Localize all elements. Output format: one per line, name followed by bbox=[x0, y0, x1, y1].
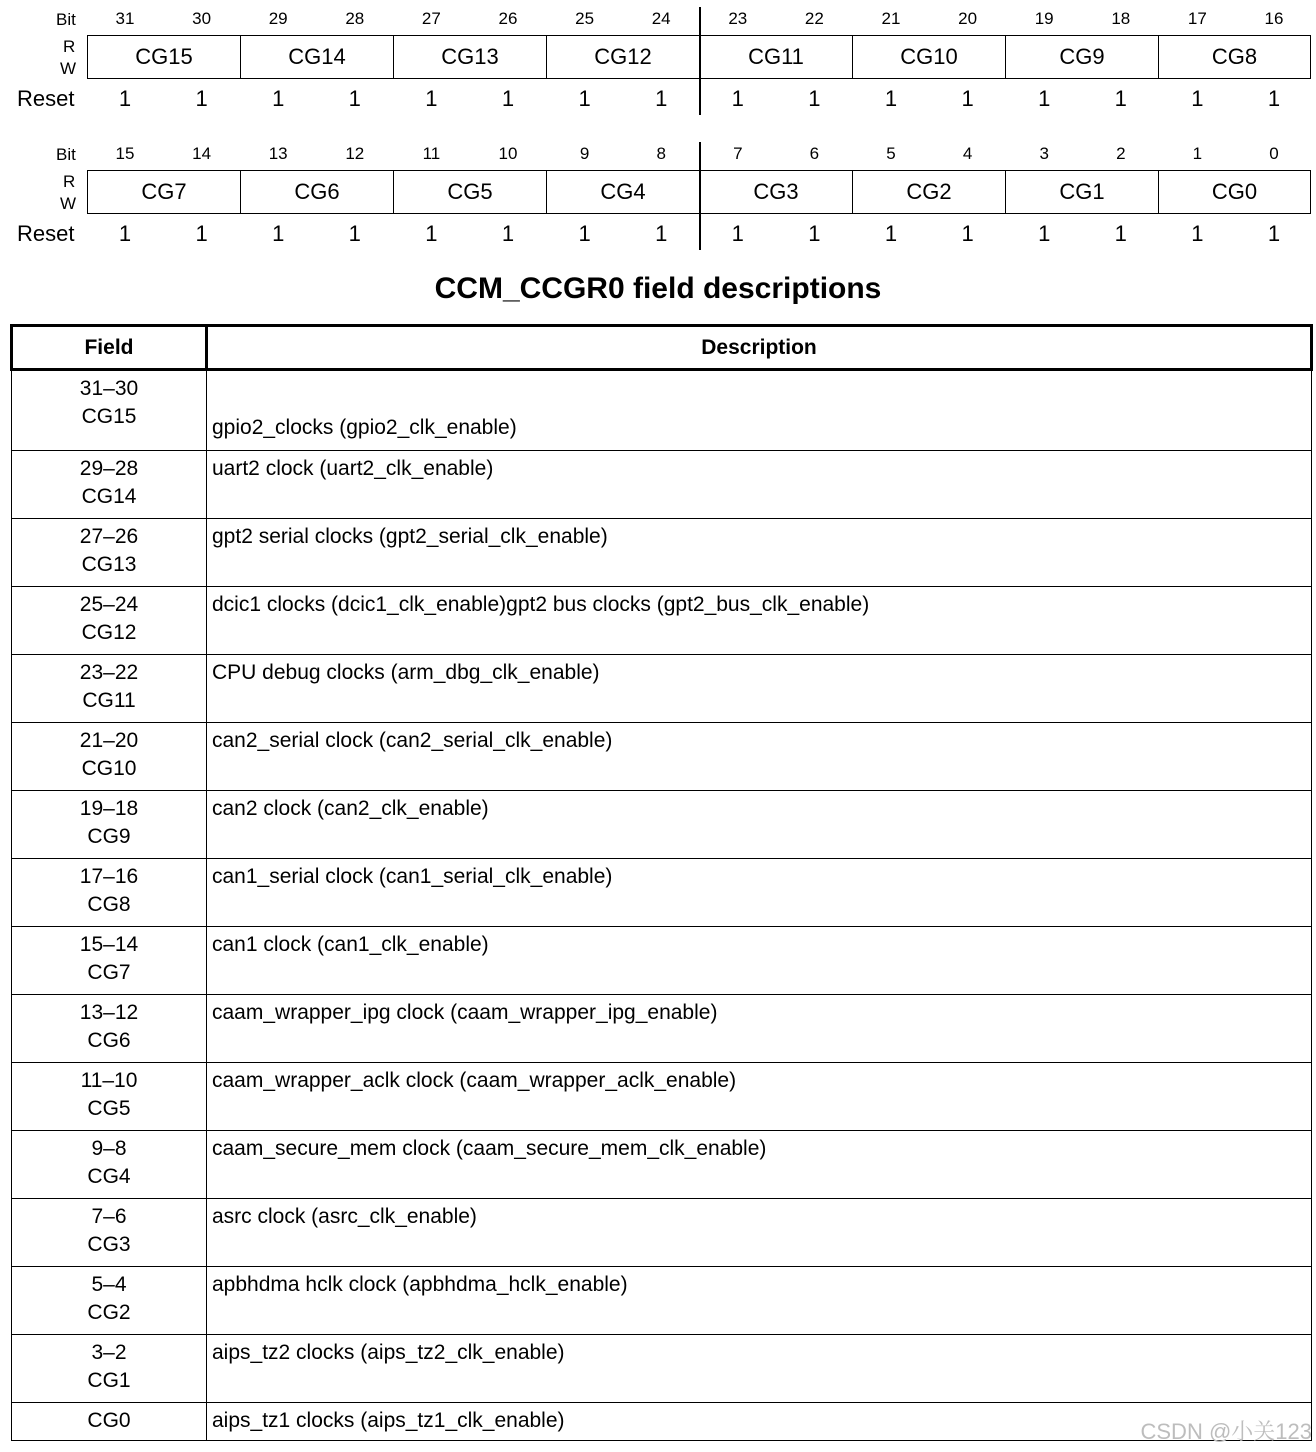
bit-number: 8 bbox=[656, 144, 666, 163]
field-name: CG10 bbox=[81, 757, 137, 780]
bit-number: 30 bbox=[192, 9, 212, 28]
field-cell bbox=[12, 1335, 207, 1403]
reset-value: 1 bbox=[118, 221, 132, 246]
register-field-cell: CG5 bbox=[393, 170, 546, 214]
reset-value: 1 bbox=[1267, 221, 1281, 246]
reset-value: 1 bbox=[195, 86, 208, 111]
reset-value: 1 bbox=[655, 221, 668, 246]
reset-label: Reset bbox=[17, 221, 75, 246]
field-bits: 27–26 bbox=[79, 525, 139, 548]
field-cell bbox=[12, 791, 207, 859]
field-cell bbox=[12, 1403, 207, 1441]
table-row bbox=[12, 655, 1312, 723]
field-description: caam_secure_mem clock (caam_secure_mem_clk_enable) bbox=[207, 1131, 1312, 1199]
field-cell bbox=[12, 587, 207, 655]
reset-value: 1 bbox=[1038, 86, 1051, 111]
bit-number: 23 bbox=[728, 9, 748, 28]
reset-value: 1 bbox=[731, 221, 744, 246]
field-bits: 25–24 bbox=[79, 593, 139, 616]
register-field-cell: CG11 bbox=[699, 35, 852, 79]
field-name: CG13 bbox=[81, 553, 137, 576]
field-description: caam_wrapper_aclk clock (caam_wrapper_aclk_enable) bbox=[207, 1063, 1312, 1131]
table-header-row bbox=[12, 326, 1312, 370]
reset-value: 1 bbox=[272, 86, 285, 111]
bit-number: 26 bbox=[498, 9, 518, 28]
reset-value: 1 bbox=[961, 86, 974, 111]
field-bits: 11–10 bbox=[80, 1069, 138, 1092]
reset-value: 1 bbox=[272, 221, 285, 246]
reset-value: 1 bbox=[501, 221, 515, 246]
field-cell bbox=[12, 1267, 207, 1335]
register-field-cell: CG1 bbox=[1005, 170, 1158, 214]
read-label: R bbox=[63, 37, 76, 56]
field-description: uart2 clock (uart2_clk_enable) bbox=[207, 451, 1312, 519]
field-description: apbhdma hclk clock (apbhdma_hclk_enable) bbox=[207, 1267, 1312, 1335]
field-name: CG7 bbox=[87, 961, 131, 984]
field-bits: 3–2 bbox=[91, 1341, 127, 1364]
reset-value: 1 bbox=[731, 86, 744, 111]
table-body bbox=[12, 370, 1312, 1441]
field-description: dcic1 clocks (dcic1_clk_enable)gpt2 bus clocks (gpt2_bus_clk_enable) bbox=[207, 587, 1312, 655]
field-name: CG1 bbox=[87, 1369, 131, 1392]
bit-number: 4 bbox=[962, 144, 973, 163]
field-description: can2 clock (can2_clk_enable) bbox=[207, 791, 1312, 859]
field-name: CG5 bbox=[87, 1097, 131, 1120]
register-field-cell: CG10 bbox=[852, 35, 1005, 79]
field-bits: 5–4 bbox=[91, 1273, 127, 1296]
bit-number: 25 bbox=[575, 9, 595, 28]
bit-number: 29 bbox=[268, 9, 288, 28]
reset-value: 1 bbox=[884, 221, 898, 246]
field-description: aips_tz1 clocks (aips_tz1_clk_enable) bbox=[207, 1403, 1312, 1441]
field-bits: 7–6 bbox=[91, 1205, 127, 1228]
reset-value: 1 bbox=[808, 221, 821, 246]
reset-value: 1 bbox=[425, 86, 438, 111]
field-name: CG2 bbox=[87, 1301, 131, 1324]
field-row bbox=[87, 35, 1311, 81]
field-cell bbox=[12, 723, 207, 791]
bit-number: 21 bbox=[881, 9, 901, 28]
bit-number: 0 bbox=[1269, 144, 1279, 163]
bit-number: 11 bbox=[422, 144, 441, 163]
bit-number: 22 bbox=[804, 9, 824, 28]
bit-number: 18 bbox=[1111, 9, 1131, 28]
field-bits: 31–30 bbox=[79, 377, 139, 400]
register-field-cell: CG4 bbox=[546, 170, 699, 214]
field-description: can2_serial clock (can2_serial_clk_enable) bbox=[207, 723, 1312, 791]
field-cell bbox=[12, 1199, 207, 1267]
register-field-cell: CG13 bbox=[393, 35, 546, 79]
table-row bbox=[12, 995, 1312, 1063]
reset-value: 1 bbox=[1267, 86, 1281, 111]
reset-value: 1 bbox=[348, 221, 361, 246]
bit-number: 12 bbox=[345, 144, 365, 163]
field-descriptions-table bbox=[10, 324, 1313, 1441]
bit-number: 1 bbox=[1192, 144, 1203, 163]
field-bits: 23–22 bbox=[79, 661, 139, 684]
register-field-cell: CG9 bbox=[1005, 35, 1158, 79]
bit-number: 20 bbox=[958, 9, 978, 28]
field-description: asrc clock (asrc_clk_enable) bbox=[207, 1199, 1312, 1267]
reset-value: 1 bbox=[1114, 86, 1127, 111]
bit-number: 16 bbox=[1264, 9, 1284, 28]
bit-label: Bit bbox=[56, 10, 76, 29]
field-name: CG14 bbox=[81, 485, 137, 508]
field-cell bbox=[12, 370, 207, 451]
field-description: can1_serial clock (can1_serial_clk_enable) bbox=[207, 859, 1312, 927]
field-name: CG11 bbox=[82, 689, 136, 712]
register-field-cell: CG2 bbox=[852, 170, 1005, 214]
table-title: CCM_CCGR0 field descriptions bbox=[434, 272, 882, 305]
description-column-header: Description bbox=[207, 326, 1312, 370]
field-bits: 13–12 bbox=[79, 1001, 139, 1024]
table-row bbox=[12, 859, 1312, 927]
field-cell bbox=[12, 859, 207, 927]
field-cell bbox=[12, 655, 207, 723]
table-row bbox=[12, 927, 1312, 995]
bit-number: 19 bbox=[1034, 9, 1054, 28]
field-cell bbox=[12, 451, 207, 519]
table-row bbox=[12, 1335, 1312, 1403]
table-row bbox=[12, 370, 1312, 451]
reset-value: 1 bbox=[655, 86, 668, 111]
table-row bbox=[12, 587, 1312, 655]
field-description: gpt2 serial clocks (gpt2_serial_clk_enable) bbox=[207, 519, 1312, 587]
reset-value: 1 bbox=[348, 86, 361, 111]
field-bits: 9–8 bbox=[91, 1137, 127, 1160]
field-name: CG3 bbox=[87, 1233, 131, 1256]
reset-value: 1 bbox=[425, 221, 438, 246]
register-field-cell: CG6 bbox=[240, 170, 393, 214]
bit-number: 3 bbox=[1039, 144, 1049, 163]
bit-label: Bit bbox=[56, 145, 76, 164]
field-name: CG9 bbox=[87, 825, 131, 848]
table-row bbox=[12, 1199, 1312, 1267]
bit-number: 24 bbox=[651, 9, 671, 28]
register-field-cell: CG8 bbox=[1158, 35, 1311, 79]
field-bits: 29–28 bbox=[79, 457, 139, 480]
write-label: W bbox=[60, 59, 77, 78]
table-row bbox=[12, 1267, 1312, 1335]
reset-value: 1 bbox=[884, 86, 898, 111]
reset-value: 1 bbox=[1191, 221, 1204, 246]
register-field-cell: CG0 bbox=[1158, 170, 1311, 214]
bit-number: 2 bbox=[1116, 144, 1126, 163]
reset-value: 1 bbox=[195, 221, 208, 246]
field-name: CG6 bbox=[87, 1029, 131, 1052]
bit-number: 5 bbox=[886, 144, 896, 163]
register-field-cell: CG3 bbox=[699, 170, 852, 214]
field-description: caam_wrapper_ipg clock (caam_wrapper_ipg_enable) bbox=[207, 995, 1312, 1063]
reset-value: 1 bbox=[961, 221, 974, 246]
reset-value: 1 bbox=[1114, 221, 1127, 246]
field-row bbox=[87, 170, 1311, 216]
field-bits: 19–18 bbox=[79, 797, 139, 820]
bit-number: 17 bbox=[1187, 9, 1207, 28]
reset-value: 1 bbox=[1038, 221, 1051, 246]
field-cell bbox=[12, 519, 207, 587]
register-field-cell: CG7 bbox=[87, 170, 240, 214]
table-row bbox=[12, 1063, 1312, 1131]
field-cell bbox=[12, 1131, 207, 1199]
reset-value: 1 bbox=[118, 86, 132, 111]
bit-number: 6 bbox=[809, 144, 820, 163]
table-row bbox=[12, 451, 1312, 519]
field-description: gpio2_clocks (gpio2_clk_enable) bbox=[207, 370, 1312, 451]
reset-value: 1 bbox=[501, 86, 515, 111]
field-description: can1 clock (can1_clk_enable) bbox=[207, 927, 1312, 995]
field-name: CG0 bbox=[87, 1409, 131, 1432]
field-column-header: Field bbox=[12, 326, 207, 370]
reset-value: 1 bbox=[578, 221, 591, 246]
field-name: CG12 bbox=[81, 621, 137, 644]
bit-number: 14 bbox=[192, 144, 212, 163]
reset-label: Reset bbox=[17, 86, 75, 111]
table-row bbox=[12, 1131, 1312, 1199]
field-bits: 21–20 bbox=[79, 729, 139, 752]
table-row bbox=[12, 519, 1312, 587]
bit-number: 31 bbox=[115, 9, 135, 28]
bit-number: 13 bbox=[268, 144, 288, 163]
bit-number: 9 bbox=[579, 144, 590, 163]
field-name: CG15 bbox=[81, 405, 137, 428]
table-row bbox=[12, 791, 1312, 859]
register-field-cell: CG12 bbox=[546, 35, 699, 79]
field-bits: 17–16 bbox=[79, 865, 139, 888]
reset-value: 1 bbox=[808, 86, 821, 111]
reset-value: 1 bbox=[578, 86, 591, 111]
field-name: CG4 bbox=[87, 1165, 131, 1188]
field-cell bbox=[12, 995, 207, 1063]
field-description: CPU debug clocks (arm_dbg_clk_enable) bbox=[207, 655, 1312, 723]
register-field-cell: CG14 bbox=[240, 35, 393, 79]
bit-number: 28 bbox=[345, 9, 365, 28]
table-row bbox=[12, 1403, 1312, 1441]
write-label: W bbox=[60, 194, 77, 213]
register-field-cell: CG15 bbox=[87, 35, 240, 79]
read-label: R bbox=[63, 172, 76, 191]
field-bits: 15–14 bbox=[79, 933, 139, 956]
bit-number: 15 bbox=[115, 144, 135, 163]
bit-number: 7 bbox=[733, 144, 743, 163]
field-cell bbox=[12, 927, 207, 995]
field-name: CG8 bbox=[87, 893, 131, 916]
table-row bbox=[12, 723, 1312, 791]
bit-number: 27 bbox=[421, 9, 441, 28]
bit-number: 10 bbox=[498, 144, 518, 163]
field-cell bbox=[12, 1063, 207, 1131]
watermark: CSDN @小关123 bbox=[1140, 1419, 1312, 1444]
reset-value: 1 bbox=[1191, 86, 1204, 111]
field-description: aips_tz2 clocks (aips_tz2_clk_enable) bbox=[207, 1335, 1312, 1403]
